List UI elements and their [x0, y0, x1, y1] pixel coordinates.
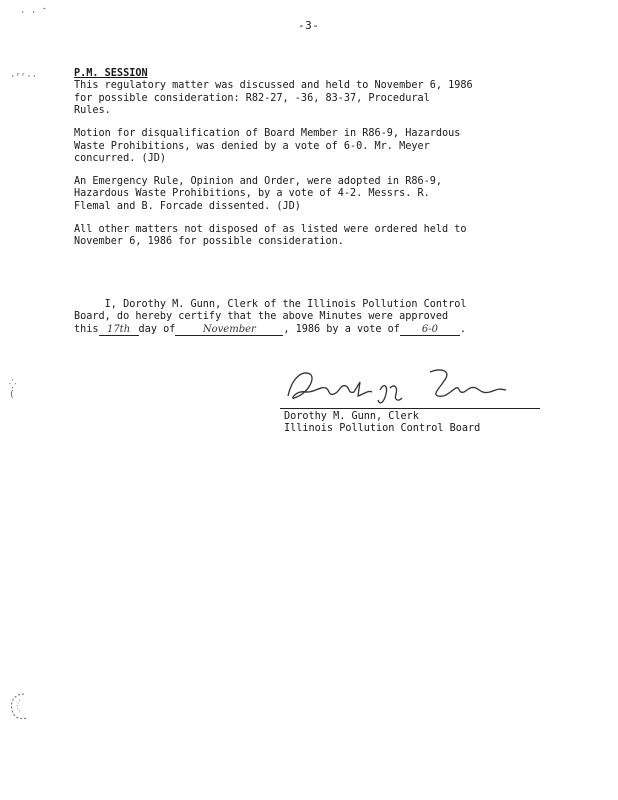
scan-mark-top: · · ˘ [20, 8, 48, 18]
handwritten-signature [280, 360, 540, 409]
pm-session-first-block [74, 68, 549, 118]
signature-block [280, 360, 540, 436]
clerk-name: Dorothy M. Gunn, Clerk [284, 411, 419, 422]
pm-session-section [74, 68, 549, 259]
paragraph-held-regulatory: This regulatory matter was discussed and held to November 6, 1986 for possible consideration: R82-27, -36, 83-37, Procedural Rules. [74, 80, 473, 117]
scan-mark-mid: ⁛ ( [9, 380, 17, 400]
paragraph-emergency-rule: An Emergency Rule, Opinion and Order, were adopted in R86-9, Hazardous Waste Prohibitions, by a vote of 4-2. Messrs. R. Flemal and B. Forcade dissented. (JD) [74, 175, 443, 212]
day-of-text: day of [138, 323, 176, 335]
day-blank: 17th [99, 324, 139, 336]
end-punctuation: . [459, 323, 467, 335]
this-text: this [74, 323, 99, 335]
paragraph-disqualification: Motion for disqualification of Board Member in R86-9, Hazardous Waste Prohibitions, was denied by a vote of 6-0. Mr. Meyer concurred. (JD) [74, 128, 461, 164]
section-heading: P.M. SESSION [74, 68, 148, 79]
clerk-title: Illinois Pollution Control Board [284, 423, 481, 435]
certification-line-2: Board, do hereby certify that the above Minutes were approved [74, 311, 449, 323]
paragraph-other-matters: All other matters not disposed of as listed were ordered held to November 6, 1986 for possible consideration. [74, 223, 467, 247]
certification-line-1: I, Dorothy M. Gunn, Clerk of the Illinois Pollution Control [74, 299, 467, 310]
signature-caption [280, 411, 540, 436]
scan-mark-left: ·ʳʳ·· [10, 72, 38, 82]
year-vote-text: , 1986 by a vote of [283, 323, 400, 335]
scan-mark-bottom [6, 690, 36, 724]
certification-statement [74, 299, 544, 336]
certification-line-3 [74, 324, 544, 336]
month-blank: November [175, 324, 283, 336]
vote-blank: 6-0 [400, 324, 460, 336]
page-number: -3- [298, 19, 320, 32]
